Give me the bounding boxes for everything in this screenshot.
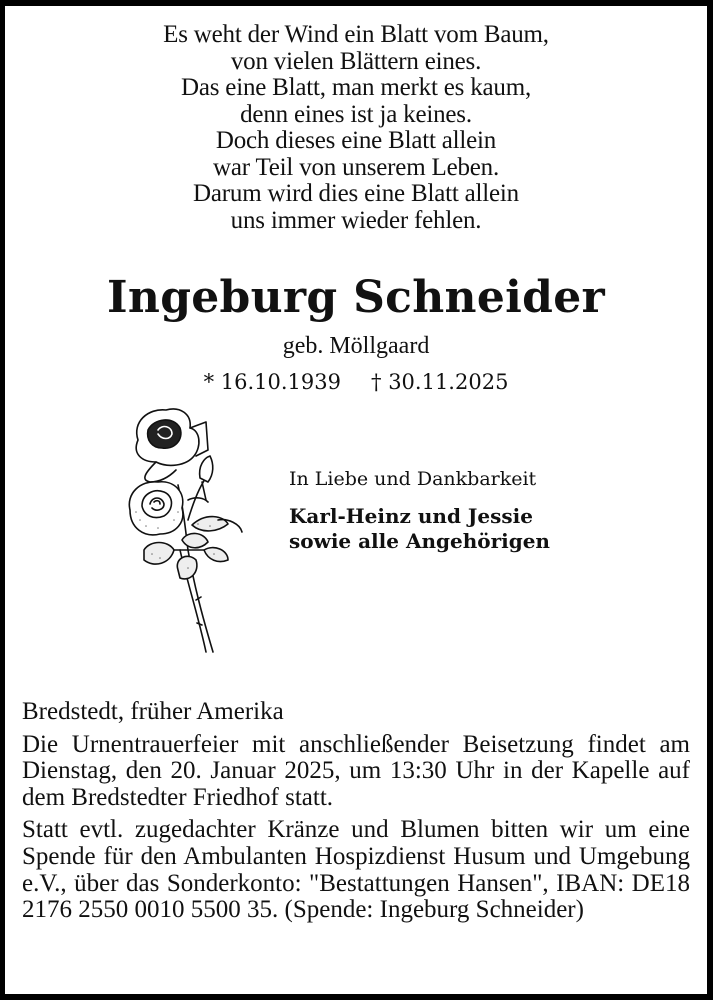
rose-illustration-icon bbox=[118, 400, 248, 655]
poem-line: Darum wird dies eine Blatt allein bbox=[193, 180, 519, 207]
deceased-name: Ingeburg Schneider bbox=[107, 272, 605, 323]
poem-line: uns immer wieder fehlen. bbox=[230, 206, 482, 234]
born-symbol: * bbox=[203, 370, 215, 394]
cross-icon: † bbox=[371, 370, 382, 394]
thanks-block bbox=[289, 466, 689, 554]
life-dates bbox=[5, 368, 707, 396]
poem-line: Es weht der Wind ein Blatt vom Baum, bbox=[163, 21, 549, 48]
poem-line: war Teil von unserem Leben. bbox=[212, 153, 500, 181]
details-block bbox=[22, 699, 690, 924]
poem-line: Das eine Blatt, man merkt es kaum, bbox=[180, 74, 532, 101]
birth-name: geb. Möllgaard bbox=[282, 333, 430, 359]
thanks-intro: In Liebe und Dankbarkeit bbox=[289, 468, 537, 490]
place-of-residence: Bredstedt, früher Amerika bbox=[22, 698, 284, 725]
obituary-notice bbox=[5, 6, 707, 994]
death-date: 30.11.2025 bbox=[388, 370, 509, 394]
mourner-line: sowie alle Angehörigen bbox=[289, 529, 550, 553]
donation-info: Statt evtl. zugedachter Kränze und Blumen bitten wir um eine Spende für den Ambulanten Hospizdienst Husum und Umgebung e.V., über das Sonderkonto: "Bestattungen Hansen", IBAN: DE18 2176 2550 0010 5500 35. (Spende: Ingeburg Schneider) bbox=[22, 816, 690, 924]
poem-line: Doch dieses eine Blatt allein bbox=[215, 127, 497, 154]
poem-line: von vielen Blättern eines. bbox=[230, 47, 482, 75]
birth-date: 16.10.1939 bbox=[220, 370, 341, 394]
poem-line: denn eines ist ja keines. bbox=[240, 100, 472, 128]
mourners bbox=[289, 504, 689, 554]
memorial-poem bbox=[5, 22, 707, 234]
ceremony-info: Die Urnentrauerfeier mit anschließender Beisetzung findet am Dienstag, den 20. Januar 2025, um 13:30 Uhr in der Kapelle auf dem Bredstedter Friedhof statt. bbox=[22, 730, 690, 811]
mourner-line: Karl-Heinz und Jessie bbox=[289, 504, 533, 528]
